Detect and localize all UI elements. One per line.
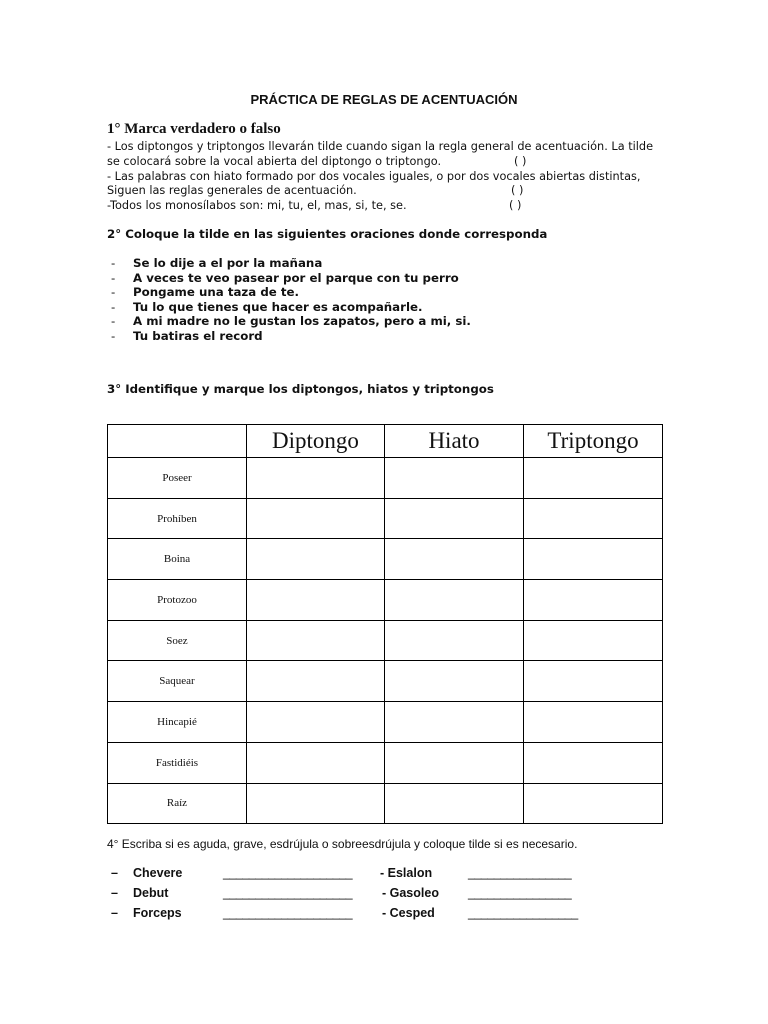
answer-cell[interactable] <box>385 661 524 702</box>
answer-paren-3[interactable]: ( ) <box>509 199 522 212</box>
word-cell: Poseer <box>108 458 247 499</box>
answer-cell[interactable] <box>385 539 524 580</box>
section4-heading: 4° Escriba si es aguda, grave, esdrújula o sobreesdrújula y coloque tilde si es necesario. <box>107 837 578 851</box>
section3-heading: 3° Identifique y marque los diptongos, hiatos y triptongos <box>107 382 494 396</box>
answer-blank[interactable]: ________________ <box>468 866 572 880</box>
answer-cell[interactable] <box>524 702 663 743</box>
left-dash: – <box>111 906 118 920</box>
table-row <box>108 742 663 783</box>
answer-cell[interactable] <box>524 661 663 702</box>
answer-blank[interactable]: _________________ <box>468 906 578 920</box>
answer-cell[interactable] <box>524 539 663 580</box>
list-item: - A veces te veo pasear por el parque con tu perro <box>111 270 459 285</box>
word-label: Forceps <box>133 906 182 920</box>
word-cell: Boina <box>108 539 247 580</box>
answer-blank[interactable]: ____________________ <box>223 866 353 880</box>
table-row <box>108 661 663 702</box>
word-cell: Fastidiéis <box>108 742 247 783</box>
answer-blank[interactable]: ________________ <box>468 886 572 900</box>
section1-line-4: Siguen las reglas generales de acentuación. <box>107 184 357 197</box>
left-dash: – <box>111 866 118 880</box>
table-row <box>108 702 663 743</box>
answer-cell[interactable] <box>385 458 524 499</box>
table-row <box>108 458 663 499</box>
table-header-diptongo: Diptongo <box>247 425 385 458</box>
answer-cell[interactable] <box>247 702 385 743</box>
answer-cell[interactable] <box>247 742 385 783</box>
word-cell: Prohíben <box>108 498 247 539</box>
section1-line-2: se colocará sobre la vocal abierta del diptongo o triptongo. <box>107 155 442 168</box>
word-cell: Hincapié <box>108 702 247 743</box>
classification-table <box>107 424 663 824</box>
answer-cell[interactable] <box>247 580 385 621</box>
table-row <box>108 539 663 580</box>
answer-blank[interactable]: ____________________ <box>223 886 353 900</box>
table-row <box>108 620 663 661</box>
table-header-blank <box>108 425 247 458</box>
table-header-row <box>108 425 663 458</box>
answer-cell[interactable] <box>524 620 663 661</box>
answer-cell[interactable] <box>385 620 524 661</box>
answer-cell[interactable] <box>247 498 385 539</box>
answer-paren-1[interactable]: ( ) <box>514 155 527 168</box>
answer-paren-2[interactable]: ( ) <box>511 184 524 197</box>
table-header-triptongo: Triptongo <box>524 425 663 458</box>
table-row <box>108 498 663 539</box>
answer-cell[interactable] <box>524 580 663 621</box>
word-cell: Raíz <box>108 783 247 824</box>
word-label: Debut <box>133 886 169 900</box>
table-header-hiato: Hiato <box>385 425 524 458</box>
answer-cell[interactable] <box>247 661 385 702</box>
table-row <box>108 783 663 824</box>
section1-line-3: - Las palabras con hiato formado por dos vocales iguales, o por dos vocales abiertas distintas, <box>107 170 641 183</box>
answer-cell[interactable] <box>524 458 663 499</box>
word-label: - Eslalon <box>380 866 433 880</box>
answer-cell[interactable] <box>247 539 385 580</box>
answer-cell[interactable] <box>385 783 524 824</box>
answer-cell[interactable] <box>524 742 663 783</box>
page-title: PRÁCTICA DE REGLAS DE ACENTUACIÓN <box>250 92 518 107</box>
word-label: - Gasoleo <box>382 886 439 900</box>
section1-line-5: -Todos los monosílabos son: mi, tu, el, mas, si, te, se. <box>107 199 407 212</box>
section2-heading: 2° Coloque la tilde en las siguientes oraciones donde corresponda <box>107 227 548 241</box>
word-cell: Soez <box>108 620 247 661</box>
list-item: - Se lo dije a el por la mañana <box>111 256 323 270</box>
list-item: - Pongame una taza de te. <box>111 285 300 300</box>
answer-cell[interactable] <box>524 783 663 824</box>
list-item: - Tu lo que tienes que hacer es acompañarle. <box>111 299 423 314</box>
answer-cell[interactable] <box>385 742 524 783</box>
answer-blank[interactable]: ____________________ <box>223 906 353 920</box>
sentence-list <box>111 256 471 344</box>
answer-cell[interactable] <box>247 620 385 661</box>
answer-cell[interactable] <box>385 702 524 743</box>
list-item: - A mi madre no le gustan los zapatos, pero a mi, si. <box>111 314 471 329</box>
answer-cell[interactable] <box>247 458 385 499</box>
answer-cell[interactable] <box>385 498 524 539</box>
section1-heading: 1° Marca verdadero o falso <box>107 121 281 137</box>
table-row <box>108 580 663 621</box>
word-label: Chevere <box>133 866 183 880</box>
word-label: - Cesped <box>382 906 435 920</box>
section1-line-1: - Los diptongos y triptongos llevarán tilde cuando sigan la regla general de acentuación. La tilde <box>107 140 654 153</box>
answer-cell[interactable] <box>247 783 385 824</box>
word-cell: Protozoo <box>108 580 247 621</box>
left-dash: – <box>111 886 118 900</box>
list-item: - Tu batiras el record <box>111 328 263 343</box>
answer-cell[interactable] <box>385 580 524 621</box>
answer-cell[interactable] <box>524 498 663 539</box>
word-cell: Saquear <box>108 661 247 702</box>
